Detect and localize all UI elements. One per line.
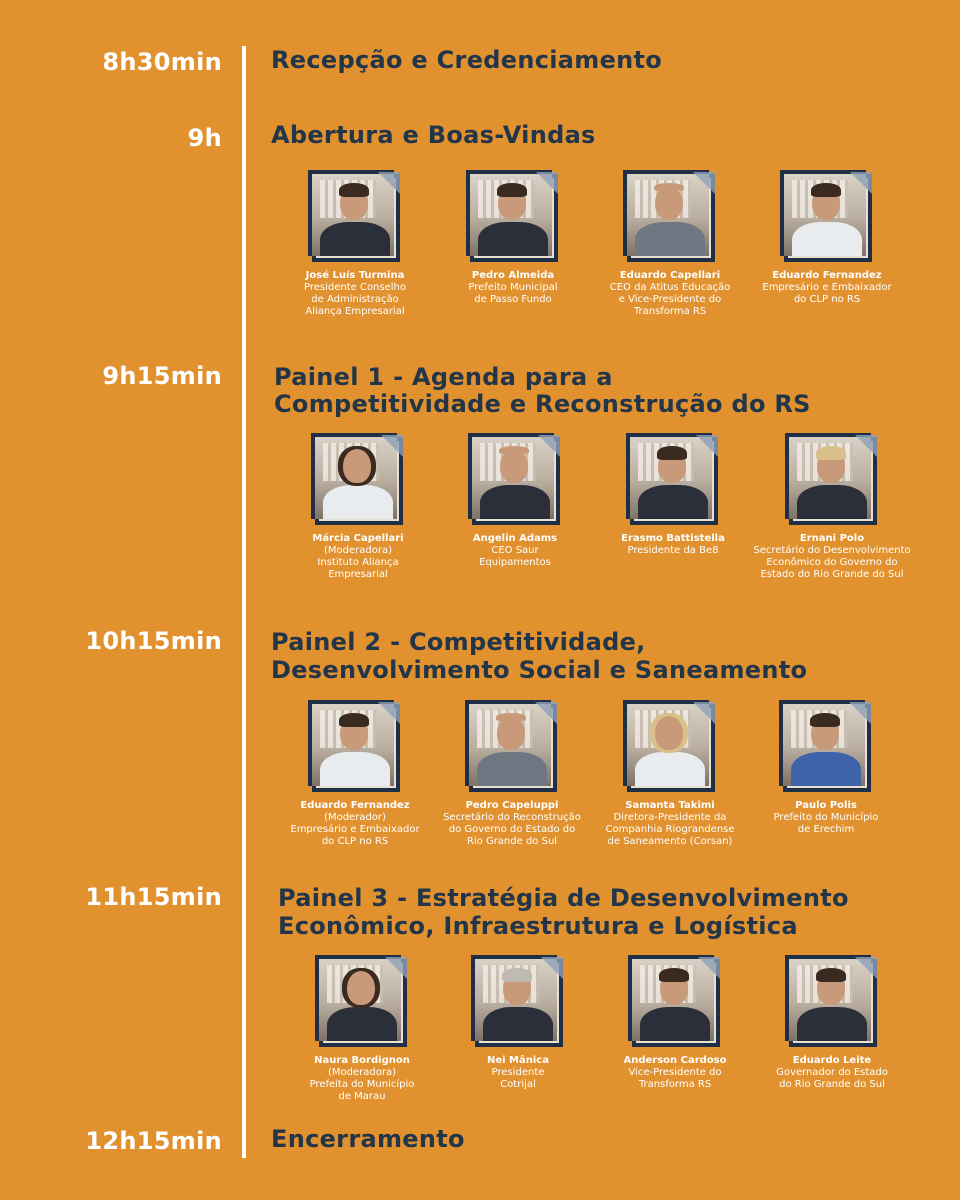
speaker-name: Ernani Polo xyxy=(799,533,865,544)
speaker-role-line: Companhia Riograndense xyxy=(605,824,735,835)
speaker-role-line: Secretário do Reconstrução xyxy=(443,812,581,823)
speaker-role-line: de Passo Fundo xyxy=(474,294,552,305)
timeline-line xyxy=(242,46,246,1158)
speaker-name: Eduardo Capellari xyxy=(619,270,721,281)
speaker-card xyxy=(270,170,440,318)
speaker-photo xyxy=(780,170,874,264)
speaker-card xyxy=(590,955,760,1091)
speaker-name: Anderson Cardoso xyxy=(623,1055,727,1066)
speaker-photo xyxy=(468,433,562,527)
speaker-name: Eduardo Fernandez xyxy=(300,800,410,811)
speaker-name: Samanta Takimi xyxy=(625,800,715,811)
speaker-role-line: Presidente da Be8 xyxy=(627,545,719,556)
speaker-role-line: Prefeita do Município xyxy=(309,1079,415,1090)
item-title-panel1-line1: Painel 1 - Agenda para a xyxy=(274,363,613,391)
speaker-photo xyxy=(623,700,717,794)
item-title-panel3-line1: Painel 3 - Estratégia de Desenvolvimento xyxy=(278,884,849,912)
speaker-name: José Luís Turmina xyxy=(305,270,405,281)
speaker-card xyxy=(747,955,917,1091)
speaker-name: Erasmo Battistella xyxy=(621,533,725,544)
speaker-card xyxy=(433,955,603,1091)
speaker-role-line: Aliança Empresarial xyxy=(305,306,405,317)
speaker-role-line: Empresarial xyxy=(328,569,388,580)
time-1115: 11h15min xyxy=(85,883,222,911)
item-title-panel1-line2: Competitividade e Reconstrução do RS xyxy=(274,390,811,418)
speaker-role-line: Transforma RS xyxy=(633,306,707,317)
item-title-closing: Encerramento xyxy=(271,1125,465,1153)
speakers-opening xyxy=(270,170,950,340)
speaker-role-line: de Marau xyxy=(338,1091,386,1102)
speakers-panel2 xyxy=(270,700,950,870)
speaker-role-line: e Vice-Presidente do xyxy=(618,294,722,305)
speaker-photo xyxy=(315,955,409,1049)
speaker-photo xyxy=(308,700,402,794)
speaker-photo xyxy=(308,170,402,264)
speaker-role-line: (Moderadora) xyxy=(328,1067,396,1078)
speaker-role-line: Diretora-Presidente da xyxy=(613,812,727,823)
speaker-photo xyxy=(311,433,405,527)
speaker-photo xyxy=(785,433,879,527)
speaker-role-line: Secretário do Desenvolvimento xyxy=(753,545,911,556)
item-title-reception: Recepção e Credenciamento xyxy=(271,46,663,74)
speaker-photo xyxy=(471,955,565,1049)
speaker-card xyxy=(742,170,912,306)
item-title-panel2-line2: Desenvolvimento Social e Saneamento xyxy=(271,656,808,684)
speaker-card xyxy=(741,700,911,836)
item-title-panel2-line1: Painel 2 - Competitividade, xyxy=(271,628,646,656)
speaker-photo xyxy=(465,700,559,794)
speaker-role-line: Transforma RS xyxy=(638,1079,712,1090)
speaker-role-line: Cotrijal xyxy=(500,1079,536,1090)
speaker-name: Pedro Almeida xyxy=(471,270,555,281)
speaker-role-line: Instituto Aliança xyxy=(317,557,399,568)
speaker-role-line: Equipamentos xyxy=(479,557,551,568)
speaker-role-line: Presidente Conselho xyxy=(303,282,406,293)
speaker-role-line: Econômico do Governo do xyxy=(766,557,898,568)
speaker-photo xyxy=(626,433,720,527)
speaker-role-line: do CLP no RS xyxy=(321,836,389,847)
speaker-card xyxy=(428,170,598,306)
time-0915: 9h15min xyxy=(102,362,222,390)
item-title-opening: Abertura e Boas-Vindas xyxy=(271,121,596,149)
speaker-name: Eduardo Fernandez xyxy=(772,270,882,281)
speaker-role-line: Governador do Estado xyxy=(776,1067,888,1078)
speaker-role-line: (Moderadora) xyxy=(324,545,392,556)
speaker-role-line: Empresário e Embaixador xyxy=(290,824,420,835)
speaker-card xyxy=(273,433,443,581)
speaker-card xyxy=(585,700,755,848)
speaker-name: Eduardo Leite xyxy=(792,1055,872,1066)
speaker-card xyxy=(277,955,447,1103)
speaker-card xyxy=(430,433,600,569)
speaker-role-line: Prefeito Municipal xyxy=(468,282,558,293)
speakers-panel3 xyxy=(270,955,950,1125)
speaker-role-line: de Administração xyxy=(311,294,399,305)
speaker-name: Márcia Capellari xyxy=(312,533,404,544)
speaker-name: Paulo Polis xyxy=(795,800,857,811)
speaker-role-line: CEO da Atitus Educação xyxy=(609,282,731,293)
speaker-role-line: Prefeito do Município xyxy=(773,812,879,823)
speaker-role-line: do Rio Grande do Sul xyxy=(779,1079,885,1090)
speaker-role-line: Rio Grande do Sul xyxy=(466,836,558,847)
time-1015: 10h15min xyxy=(85,627,222,655)
speaker-card xyxy=(585,170,755,318)
speaker-photo xyxy=(466,170,560,264)
speaker-name: Angelin Adams xyxy=(472,533,558,544)
time-0830: 8h30min xyxy=(102,48,222,76)
speaker-role-line: de Saneamento (Corsan) xyxy=(607,836,733,847)
speaker-photo xyxy=(785,955,879,1049)
speaker-role-line: do CLP no RS xyxy=(793,294,861,305)
time-0900: 9h xyxy=(187,124,222,152)
speaker-role-line: (Moderador) xyxy=(324,812,386,823)
speaker-role-line: Vice-Presidente do xyxy=(628,1067,722,1078)
speaker-photo xyxy=(779,700,873,794)
speaker-card xyxy=(747,433,917,581)
speaker-photo xyxy=(623,170,717,264)
speaker-role-line: Estado do Rio Grande do Sul xyxy=(760,569,904,580)
speaker-name: Pedro Capeluppi xyxy=(465,800,559,811)
speaker-role-line: Empresário e Embaixador xyxy=(762,282,892,293)
time-1215: 12h15min xyxy=(85,1127,222,1155)
speakers-panel1 xyxy=(270,433,950,603)
speaker-role-line: do Governo do Estado do xyxy=(448,824,576,835)
speaker-role-line: de Erechim xyxy=(797,824,855,835)
speaker-card xyxy=(427,700,597,848)
speaker-name: Nei Mânica xyxy=(487,1055,549,1066)
speaker-role-line: Presidente xyxy=(491,1067,545,1078)
speaker-name: Naura Bordignon xyxy=(314,1055,410,1066)
speaker-card xyxy=(270,700,440,848)
item-title-panel3-line2: Econômico, Infraestrutura e Logística xyxy=(278,912,798,940)
speaker-photo xyxy=(628,955,722,1049)
speaker-card xyxy=(588,433,758,557)
speaker-role-line: CEO Saur xyxy=(491,545,539,556)
